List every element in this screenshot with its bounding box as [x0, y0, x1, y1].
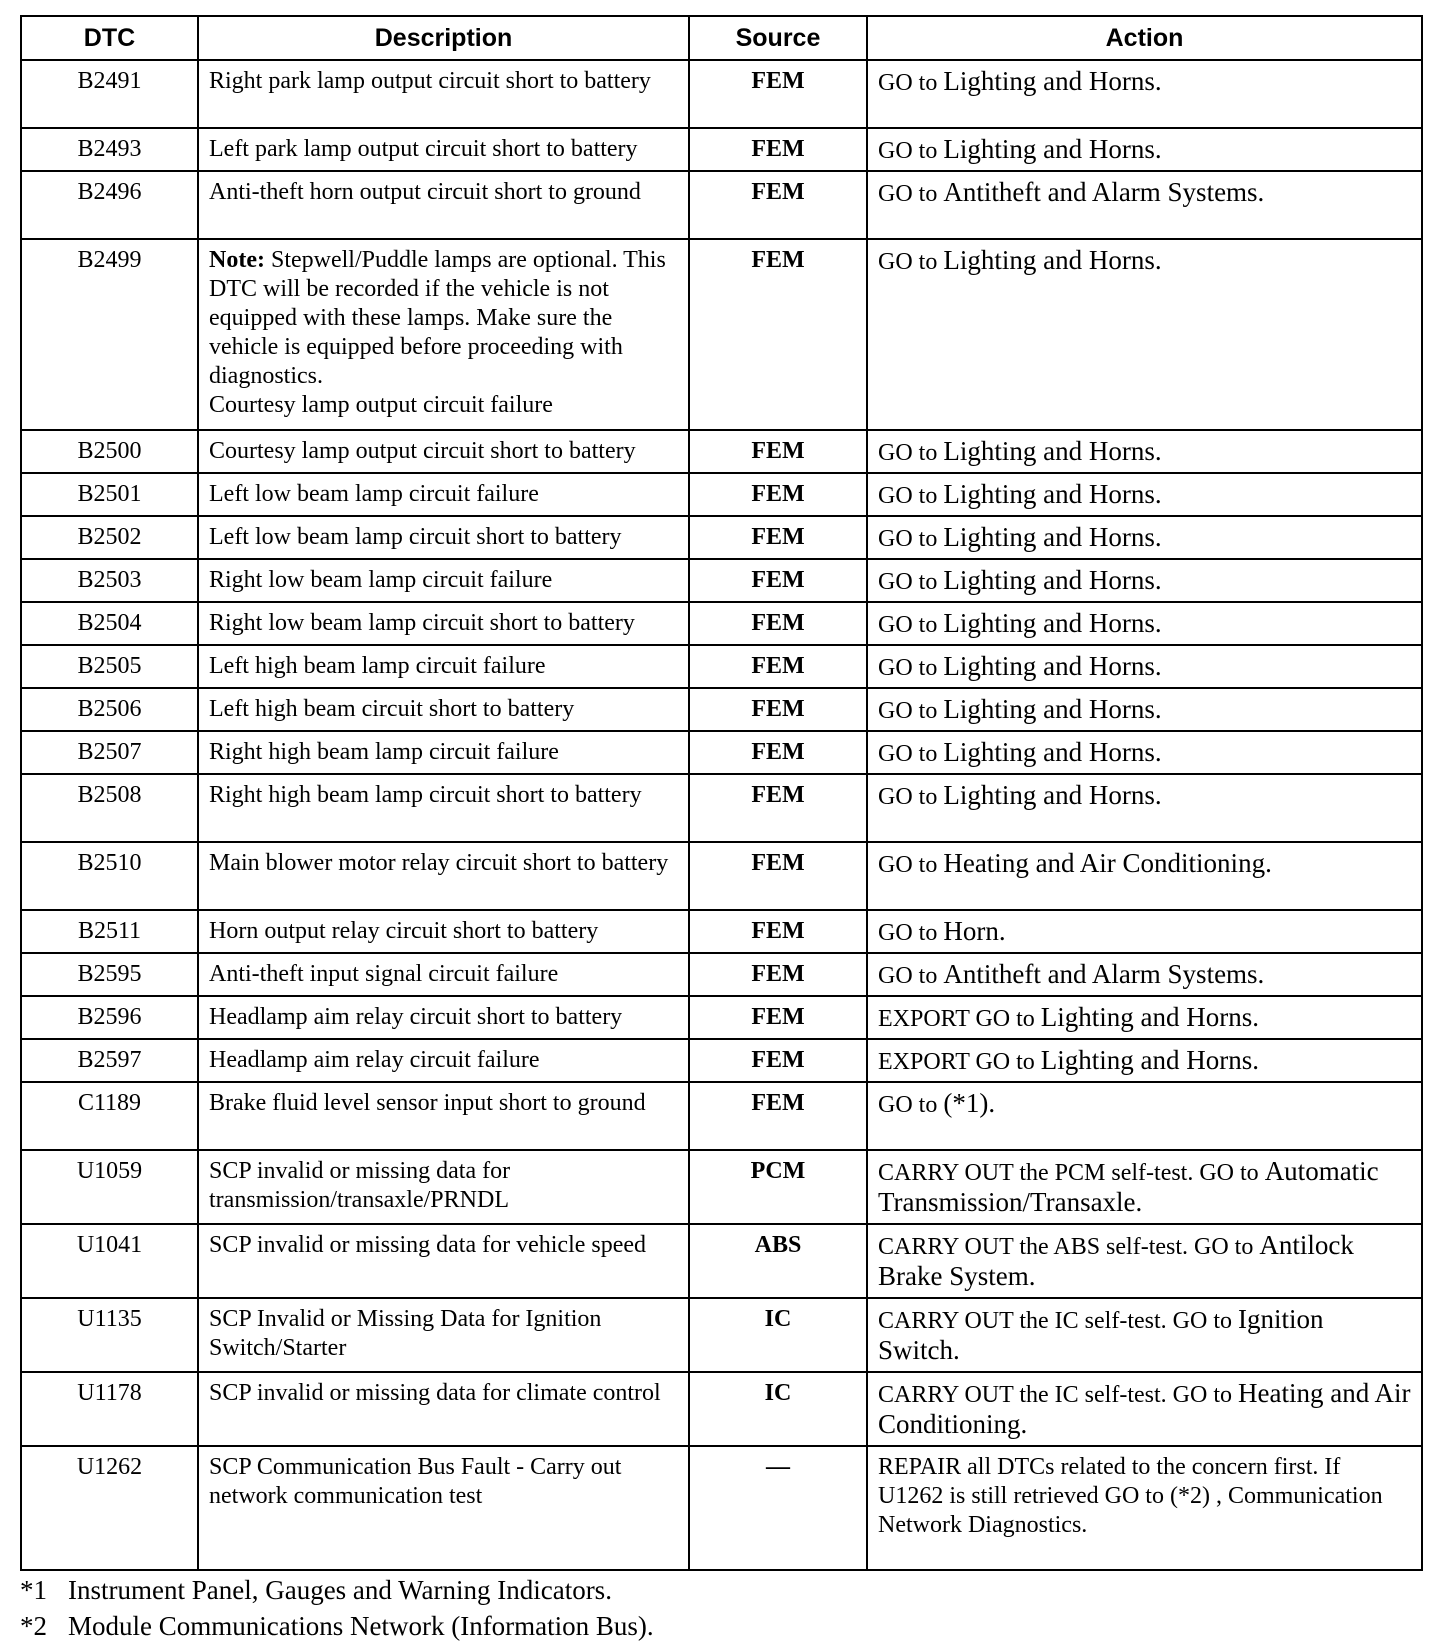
- dtc-action: [867, 60, 1422, 128]
- dtc-action: [867, 1298, 1422, 1372]
- header-action: Action: [867, 16, 1422, 60]
- note-text: Stepwell/Puddle lamps are optional. This DTC will be recorded if the vehicle is not equipped with these lamps. Make sure the vehicle is equipped before proceeding with diagnostics.: [209, 247, 666, 389]
- table-row: [21, 430, 1422, 473]
- dtc-source: FEM: [689, 774, 867, 842]
- table-row: [21, 1039, 1422, 1082]
- dtc-action: [867, 559, 1422, 602]
- dtc-description: [198, 1298, 689, 1372]
- dtc-source: FEM: [689, 171, 867, 239]
- dtc-action: [867, 473, 1422, 516]
- action-instruction: GO to: [878, 181, 938, 207]
- dtc-code: C1189: [21, 1082, 198, 1150]
- dtc-source: FEM: [689, 645, 867, 688]
- table-row: [21, 688, 1422, 731]
- dtc-action: [867, 953, 1422, 996]
- dtc-code: U1135: [21, 1298, 198, 1372]
- dtc-code: B2595: [21, 953, 198, 996]
- action-instruction: GO to: [878, 249, 938, 275]
- dtc-code: U1041: [21, 1224, 198, 1298]
- table-row: [21, 1150, 1422, 1224]
- action-instruction: GO to: [878, 963, 938, 989]
- action-reference: Lighting and Horns.: [943, 66, 1162, 96]
- dtc-description: [198, 128, 689, 171]
- action-instruction: CARRY OUT the IC self-test. GO to: [878, 1382, 1232, 1408]
- dtc-action: [867, 430, 1422, 473]
- table-row: [21, 953, 1422, 996]
- action-reference: Antitheft and Alarm Systems.: [943, 177, 1265, 207]
- dtc-action: [867, 128, 1422, 171]
- action-instruction: GO to: [878, 1092, 938, 1118]
- dtc-action: [867, 1224, 1422, 1298]
- action-reference: Lighting and Horns.: [943, 651, 1162, 681]
- action-reference: Lighting and Horns.: [943, 522, 1162, 552]
- dtc-source: PCM: [689, 1150, 867, 1224]
- action-instruction: CARRY OUT the IC self-test. GO to: [878, 1308, 1232, 1334]
- action-instruction: GO to: [878, 569, 938, 595]
- table-row: [21, 128, 1422, 171]
- dtc-code: B2597: [21, 1039, 198, 1082]
- table-row: [21, 1372, 1422, 1446]
- table-row: [21, 1446, 1422, 1570]
- action-reference: Automatic Transmission/Transaxle.: [878, 1156, 1379, 1217]
- dtc-code: U1059: [21, 1150, 198, 1224]
- dtc-source: —: [689, 1446, 867, 1570]
- footnote-1: [20, 1572, 1420, 1608]
- dtc-action: [867, 1039, 1422, 1082]
- action-instruction: GO to: [878, 920, 938, 946]
- dtc-code: B2501: [21, 473, 198, 516]
- table-row: [21, 1224, 1422, 1298]
- action-reference: Ignition Switch.: [878, 1304, 1324, 1365]
- table-row: [21, 171, 1422, 239]
- dtc-source: FEM: [689, 128, 867, 171]
- action-instruction: CARRY OUT the PCM self-test. GO to: [878, 1160, 1259, 1186]
- dtc-code: B2507: [21, 731, 198, 774]
- dtc-action: [867, 516, 1422, 559]
- description-text: Left high beam lamp circuit failure: [209, 653, 546, 679]
- action-instruction: GO to: [878, 483, 938, 509]
- action-instruction: GO to: [878, 612, 938, 638]
- dtc-description: [198, 1224, 689, 1298]
- dtc-action: [867, 1372, 1422, 1446]
- dtc-source: FEM: [689, 473, 867, 516]
- description-text: Brake fluid level sensor input short to ground: [209, 1090, 646, 1116]
- action-reference: Lighting and Horns.: [943, 436, 1162, 466]
- dtc-description: [198, 473, 689, 516]
- dtc-source: FEM: [689, 602, 867, 645]
- dtc-source: FEM: [689, 430, 867, 473]
- dtc-description: [198, 1372, 689, 1446]
- dtc-code: B2502: [21, 516, 198, 559]
- dtc-description: [198, 910, 689, 953]
- description-text: Courtesy lamp output circuit failure: [209, 392, 553, 418]
- dtc-source: FEM: [689, 953, 867, 996]
- dtc-description: [198, 1039, 689, 1082]
- dtc-description: [198, 996, 689, 1039]
- action-instruction: GO to: [878, 655, 938, 681]
- dtc-code: B2499: [21, 239, 198, 430]
- table-row: [21, 1082, 1422, 1150]
- description-text: Courtesy lamp output circuit short to battery: [209, 438, 636, 464]
- action-instruction: GO to: [878, 741, 938, 767]
- dtc-description: [198, 171, 689, 239]
- table-header-row: [21, 16, 1422, 60]
- description-text: Left high beam circuit short to battery: [209, 696, 575, 722]
- dtc-description: [198, 688, 689, 731]
- action-instruction: GO to: [878, 852, 938, 878]
- dtc-source: FEM: [689, 842, 867, 910]
- description-text: Right low beam lamp circuit failure: [209, 567, 553, 593]
- dtc-description: [198, 774, 689, 842]
- dtc-code: B2505: [21, 645, 198, 688]
- dtc-source: FEM: [689, 996, 867, 1039]
- dtc-action: [867, 602, 1422, 645]
- description-text: Anti-theft horn output circuit short to ground: [209, 179, 641, 205]
- dtc-code: B2504: [21, 602, 198, 645]
- description-text: Headlamp aim relay circuit failure: [209, 1047, 540, 1073]
- action-instruction: GO to: [878, 784, 938, 810]
- table-row: [21, 473, 1422, 516]
- dtc-action: [867, 842, 1422, 910]
- dtc-action: [867, 688, 1422, 731]
- description-text: SCP Invalid or Missing Data for Ignition Switch/Starter: [209, 1306, 602, 1361]
- dtc-source: FEM: [689, 688, 867, 731]
- dtc-code: B2496: [21, 171, 198, 239]
- dtc-source: FEM: [689, 1082, 867, 1150]
- dtc-code: B2511: [21, 910, 198, 953]
- table-row: [21, 60, 1422, 128]
- dtc-source: FEM: [689, 60, 867, 128]
- action-instruction: GO to: [878, 698, 938, 724]
- action-reference: Lighting and Horns.: [943, 780, 1162, 810]
- action-reference: Antitheft and Alarm Systems.: [943, 959, 1265, 989]
- footnote-2: [20, 1608, 1420, 1644]
- footnotes: [20, 1572, 1420, 1644]
- footnote-mark: *1: [20, 1575, 47, 1605]
- description-text: Right park lamp output circuit short to battery: [209, 68, 651, 94]
- action-instruction: GO to: [878, 70, 938, 96]
- description-text: Anti-theft input signal circuit failure: [209, 961, 559, 987]
- dtc-description: [198, 953, 689, 996]
- dtc-code: B2508: [21, 774, 198, 842]
- action-reference: Heating and Air Conditioning.: [878, 1378, 1411, 1439]
- dtc-code: B2596: [21, 996, 198, 1039]
- dtc-action: [867, 239, 1422, 430]
- dtc-table: [20, 15, 1423, 1571]
- dtc-description: [198, 1150, 689, 1224]
- dtc-action: [867, 731, 1422, 774]
- description-text: Left low beam lamp circuit short to battery: [209, 524, 622, 550]
- dtc-description: [198, 516, 689, 559]
- header-description: Description: [198, 16, 689, 60]
- dtc-source: FEM: [689, 731, 867, 774]
- table-row: [21, 516, 1422, 559]
- note-label: Note:: [209, 247, 265, 273]
- dtc-source: FEM: [689, 1039, 867, 1082]
- dtc-action: [867, 1082, 1422, 1150]
- dtc-source: FEM: [689, 516, 867, 559]
- description-text: SCP Communication Bus Fault - Carry out network communication test: [209, 1454, 622, 1509]
- dtc-code: B2506: [21, 688, 198, 731]
- dtc-description: [198, 559, 689, 602]
- description-text: Horn output relay circuit short to battery: [209, 918, 599, 944]
- dtc-code: B2510: [21, 842, 198, 910]
- description-text: SCP invalid or missing data for climate control: [209, 1380, 661, 1406]
- dtc-source: FEM: [689, 559, 867, 602]
- action-instruction: REPAIR all DTCs related to the concern first. If U1262 is still retrieved GO to (*2) , Communication Network Diagnostics.: [878, 1454, 1383, 1538]
- dtc-description: [198, 60, 689, 128]
- description-text: Right high beam lamp circuit failure: [209, 739, 559, 765]
- action-instruction: GO to: [878, 440, 938, 466]
- header-dtc: DTC: [21, 16, 198, 60]
- table-row: [21, 731, 1422, 774]
- action-reference: Antilock Brake System.: [878, 1230, 1354, 1291]
- table-body: [21, 60, 1422, 1570]
- dtc-source: FEM: [689, 239, 867, 430]
- dtc-description: [198, 1082, 689, 1150]
- dtc-description: [198, 1446, 689, 1570]
- dtc-source: FEM: [689, 910, 867, 953]
- table-row: [21, 602, 1422, 645]
- description-text: SCP invalid or missing data for vehicle speed: [209, 1232, 647, 1258]
- description-text: Right low beam lamp circuit short to battery: [209, 610, 635, 636]
- action-reference: Horn.: [943, 916, 1006, 946]
- description-text: Headlamp aim relay circuit short to battery: [209, 1004, 623, 1030]
- table-row: [21, 645, 1422, 688]
- dtc-source: IC: [689, 1298, 867, 1372]
- action-reference: Lighting and Horns.: [943, 737, 1162, 767]
- footnote-text: Module Communications Network (Information Bus).: [68, 1611, 654, 1641]
- action-reference: Lighting and Horns.: [943, 134, 1162, 164]
- dtc-description: [198, 430, 689, 473]
- description-text: Left low beam lamp circuit failure: [209, 481, 539, 507]
- table-row: [21, 996, 1422, 1039]
- dtc-action: [867, 1150, 1422, 1224]
- table-row: [21, 559, 1422, 602]
- dtc-description: [198, 731, 689, 774]
- footnote-text: Instrument Panel, Gauges and Warning Indicators.: [68, 1575, 612, 1605]
- action-reference: (*1).: [943, 1088, 996, 1118]
- description-text: SCP invalid or missing data for transmission/transaxle/PRNDL: [209, 1158, 511, 1213]
- description-text: Left park lamp output circuit short to battery: [209, 136, 638, 162]
- action-reference: Lighting and Horns.: [943, 565, 1162, 595]
- action-instruction: EXPORT GO to: [878, 1006, 1035, 1032]
- action-instruction: EXPORT GO to: [878, 1049, 1035, 1075]
- table-row: [21, 910, 1422, 953]
- action-instruction: CARRY OUT the ABS self-test. GO to: [878, 1234, 1254, 1260]
- table-row: [21, 842, 1422, 910]
- action-reference: Lighting and Horns.: [943, 479, 1162, 509]
- table-row: [21, 1298, 1422, 1372]
- dtc-code: B2500: [21, 430, 198, 473]
- dtc-source: IC: [689, 1372, 867, 1446]
- dtc-description: [198, 842, 689, 910]
- table-row: [21, 239, 1422, 430]
- dtc-action: [867, 1446, 1422, 1570]
- dtc-description: [198, 645, 689, 688]
- description-text: Main blower motor relay circuit short to battery: [209, 850, 669, 876]
- action-reference: Lighting and Horns.: [943, 608, 1162, 638]
- action-instruction: GO to: [878, 526, 938, 552]
- dtc-code: U1262: [21, 1446, 198, 1570]
- action-instruction: GO to: [878, 138, 938, 164]
- dtc-action: [867, 996, 1422, 1039]
- action-reference: Lighting and Horns.: [1040, 1002, 1260, 1032]
- dtc-code: B2491: [21, 60, 198, 128]
- dtc-source: ABS: [689, 1224, 867, 1298]
- action-reference: Lighting and Horns.: [1040, 1045, 1260, 1075]
- dtc-action: [867, 645, 1422, 688]
- note: [209, 246, 678, 391]
- table-row: [21, 774, 1422, 842]
- description-text: Right high beam lamp circuit short to battery: [209, 782, 642, 808]
- action-reference: Lighting and Horns.: [943, 245, 1162, 275]
- dtc-action: [867, 910, 1422, 953]
- dtc-code: U1178: [21, 1372, 198, 1446]
- dtc-action: [867, 171, 1422, 239]
- dtc-action: [867, 774, 1422, 842]
- header-source: Source: [689, 16, 867, 60]
- action-reference: Lighting and Horns.: [943, 694, 1162, 724]
- footnote-mark: *2: [20, 1611, 47, 1641]
- dtc-description: [198, 239, 689, 430]
- action-reference: Heating and Air Conditioning.: [943, 848, 1272, 878]
- dtc-code: B2493: [21, 128, 198, 171]
- dtc-code: B2503: [21, 559, 198, 602]
- dtc-description: [198, 602, 689, 645]
